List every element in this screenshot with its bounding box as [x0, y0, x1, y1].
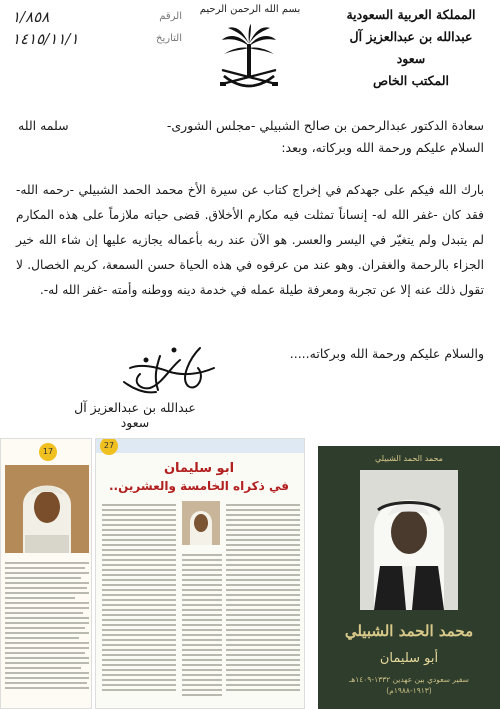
- office-name: المكتب الخاص: [372, 73, 450, 88]
- newspaper-clipping-middle: [95, 438, 305, 709]
- date-value: ١٤١٥/١١/١: [12, 30, 79, 48]
- palm-swords-emblem-icon: [218, 24, 280, 98]
- book-portrait: [360, 470, 458, 610]
- text-column-center: [182, 551, 222, 699]
- clipping-subtitle: في ذكراه الخامسة والعشرين..: [109, 479, 289, 493]
- page-badge-left: 17: [39, 443, 57, 461]
- prince-name: عبدالله بن عبدالعزيز آل سعود: [349, 29, 473, 66]
- date-label: التاريخ: [156, 33, 182, 44]
- letter-body: بارك الله فيكم على جهدكم في إخراج كتاب عن سيرة الأخ محمد الحمد الشبيلي -رحمه الله- فقد كان -غفر الله له- إنساناً تمثلت فيه مكارم الأخلاق. قضى حياته ملازماً على هذه المكارم لم يتبدل ولم يتغيّر في اليسر والعسر. هو الآن عند ربه بأعماله يجازيه عليها إن شاء الله خير الجزاء بالرحمة والغفران. وهو عند من عرفوه في هذه الحياة حسن السمعة، كريم الخصال. لا تقول ذلك عنه إلا عن تجربة ومعرفة طيلة عمله في خدمة دينه ووطنه وأمته -غفر الله له-.: [16, 183, 484, 297]
- recipient-line: سعادة الدكتور عبدالرحمن بن صالح الشبيلي -مجلس الشورى-: [166, 118, 484, 133]
- ref-label: الرقم: [159, 11, 182, 22]
- book-subtitle: أبو سليمان: [379, 651, 439, 666]
- ref-value: ١/٨٥٨: [12, 8, 50, 26]
- book-cover: [318, 446, 500, 709]
- clipping-title: ابو سليمان: [163, 461, 235, 476]
- reference-block: [12, 6, 182, 50]
- signature-name: عبدالله بن عبدالعزيز آل سعود: [74, 400, 196, 430]
- book-footer-line2: (١٩١٣-١٩٨٨م): [386, 686, 432, 695]
- greeting-line: السلام عليكم ورحمة الله وبركاته، وبعد:: [281, 140, 484, 155]
- kingdom-name: المملكة العربية السعودية: [346, 7, 476, 22]
- book-top-label: محمد الحمد الشبيلي: [375, 454, 443, 463]
- text-column-2: [226, 501, 300, 694]
- text-columns-left: [5, 559, 89, 692]
- clipping-header-bar: [96, 439, 305, 453]
- page-badge-middle: 27: [100, 438, 118, 455]
- newspaper-clipping-left: [0, 438, 92, 709]
- text-column-1: [102, 501, 176, 694]
- portrait-photo-middle: [182, 501, 220, 545]
- portrait-photo-left: [5, 465, 89, 553]
- salutation-right: سلمه الله: [18, 118, 69, 133]
- book-footer: [326, 674, 492, 696]
- basmala: بسم الله الرحمن الرحيم: [199, 4, 301, 15]
- clippings-collage: [0, 438, 500, 709]
- letterhead-block: [336, 4, 486, 92]
- book-title: محمد الحمد الشبيلي: [344, 622, 474, 640]
- book-footer-line1: سفير سعودي بين عهدين ١٣٣٢-١٤٠٩هـ: [349, 675, 469, 684]
- closing-line: والسلام عليكم ورحمة الله وبركاته.....: [289, 346, 484, 361]
- handwritten-signature-icon: [110, 338, 220, 398]
